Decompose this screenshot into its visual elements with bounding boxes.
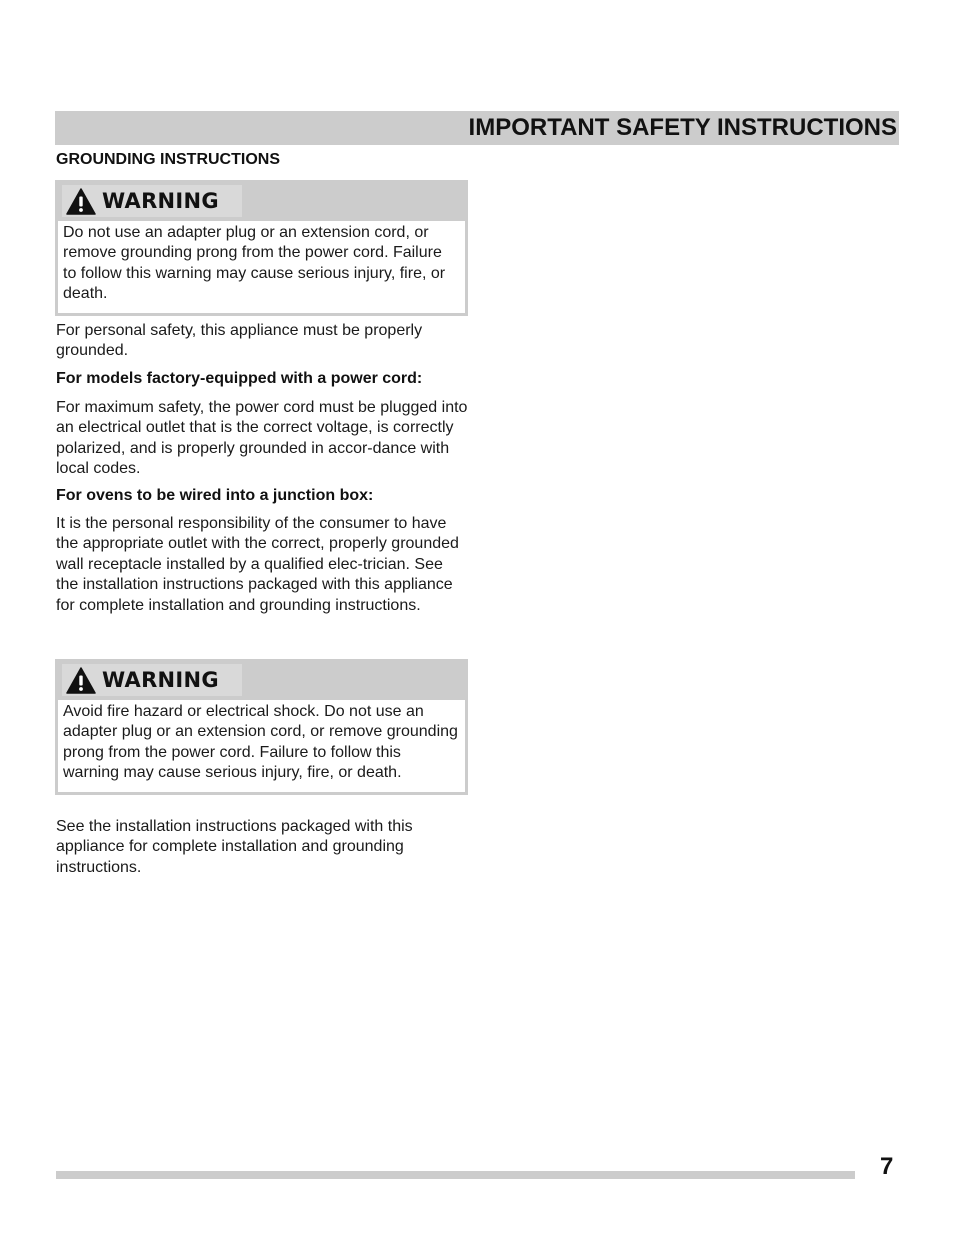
section-heading: GROUNDING INSTRUCTIONS (56, 151, 280, 168)
warning-text-2: Avoid fire hazard or electrical shock. Do not use an adapter plug or an extension cord, or remove grounding prong from the power cord. Failure to follow this warning may cause serious injury, fire, or death. (58, 700, 465, 792)
warning-triangle-icon (66, 188, 96, 215)
closing-paragraph: See the installation instructions packaged with this appliance for complete installation and grounding instructions. (56, 818, 413, 876)
warning-word-1: WARNING (102, 189, 219, 213)
page-title: IMPORTANT SAFETY INSTRUCTIONS (468, 114, 897, 141)
warning-triangle-icon (66, 667, 96, 694)
models-heading: For models factory-equipped with a power cord: (56, 370, 423, 387)
junction-heading: For ovens to be wired into a junction box: (56, 487, 374, 504)
warning-box-2 (55, 659, 468, 795)
warning-box-1 (55, 180, 468, 316)
warning-label-1 (62, 185, 242, 217)
personal-safety-paragraph: For personal safety, this appliance must be properly grounded. (56, 322, 423, 360)
warning-word-2: WARNING (102, 668, 219, 692)
models-paragraph: For maximum safety, the power cord must be plugged into an electrical outlet that is the correct voltage, is correctly polarized, and is properly grounded in accor-dance with local codes. (56, 399, 468, 478)
page-number: 7 (880, 1153, 894, 1180)
footer-bar (56, 1171, 855, 1179)
junction-paragraph: It is the personal responsibility of the consumer to have the appropriate outlet with the correct, properly grounded wall receptacle installed by a qualified elec-trician. See the installation instructions packaged with this appliance for complete installation and grounding instructions. (56, 515, 459, 614)
warning-text-1: Do not use an adapter plug or an extension cord, or remove grounding prong from the power cord. Failure to follow this warning may cause serious injury, fire, or death. (58, 221, 465, 313)
warning-label-2 (62, 664, 242, 696)
header-bar (55, 111, 899, 145)
